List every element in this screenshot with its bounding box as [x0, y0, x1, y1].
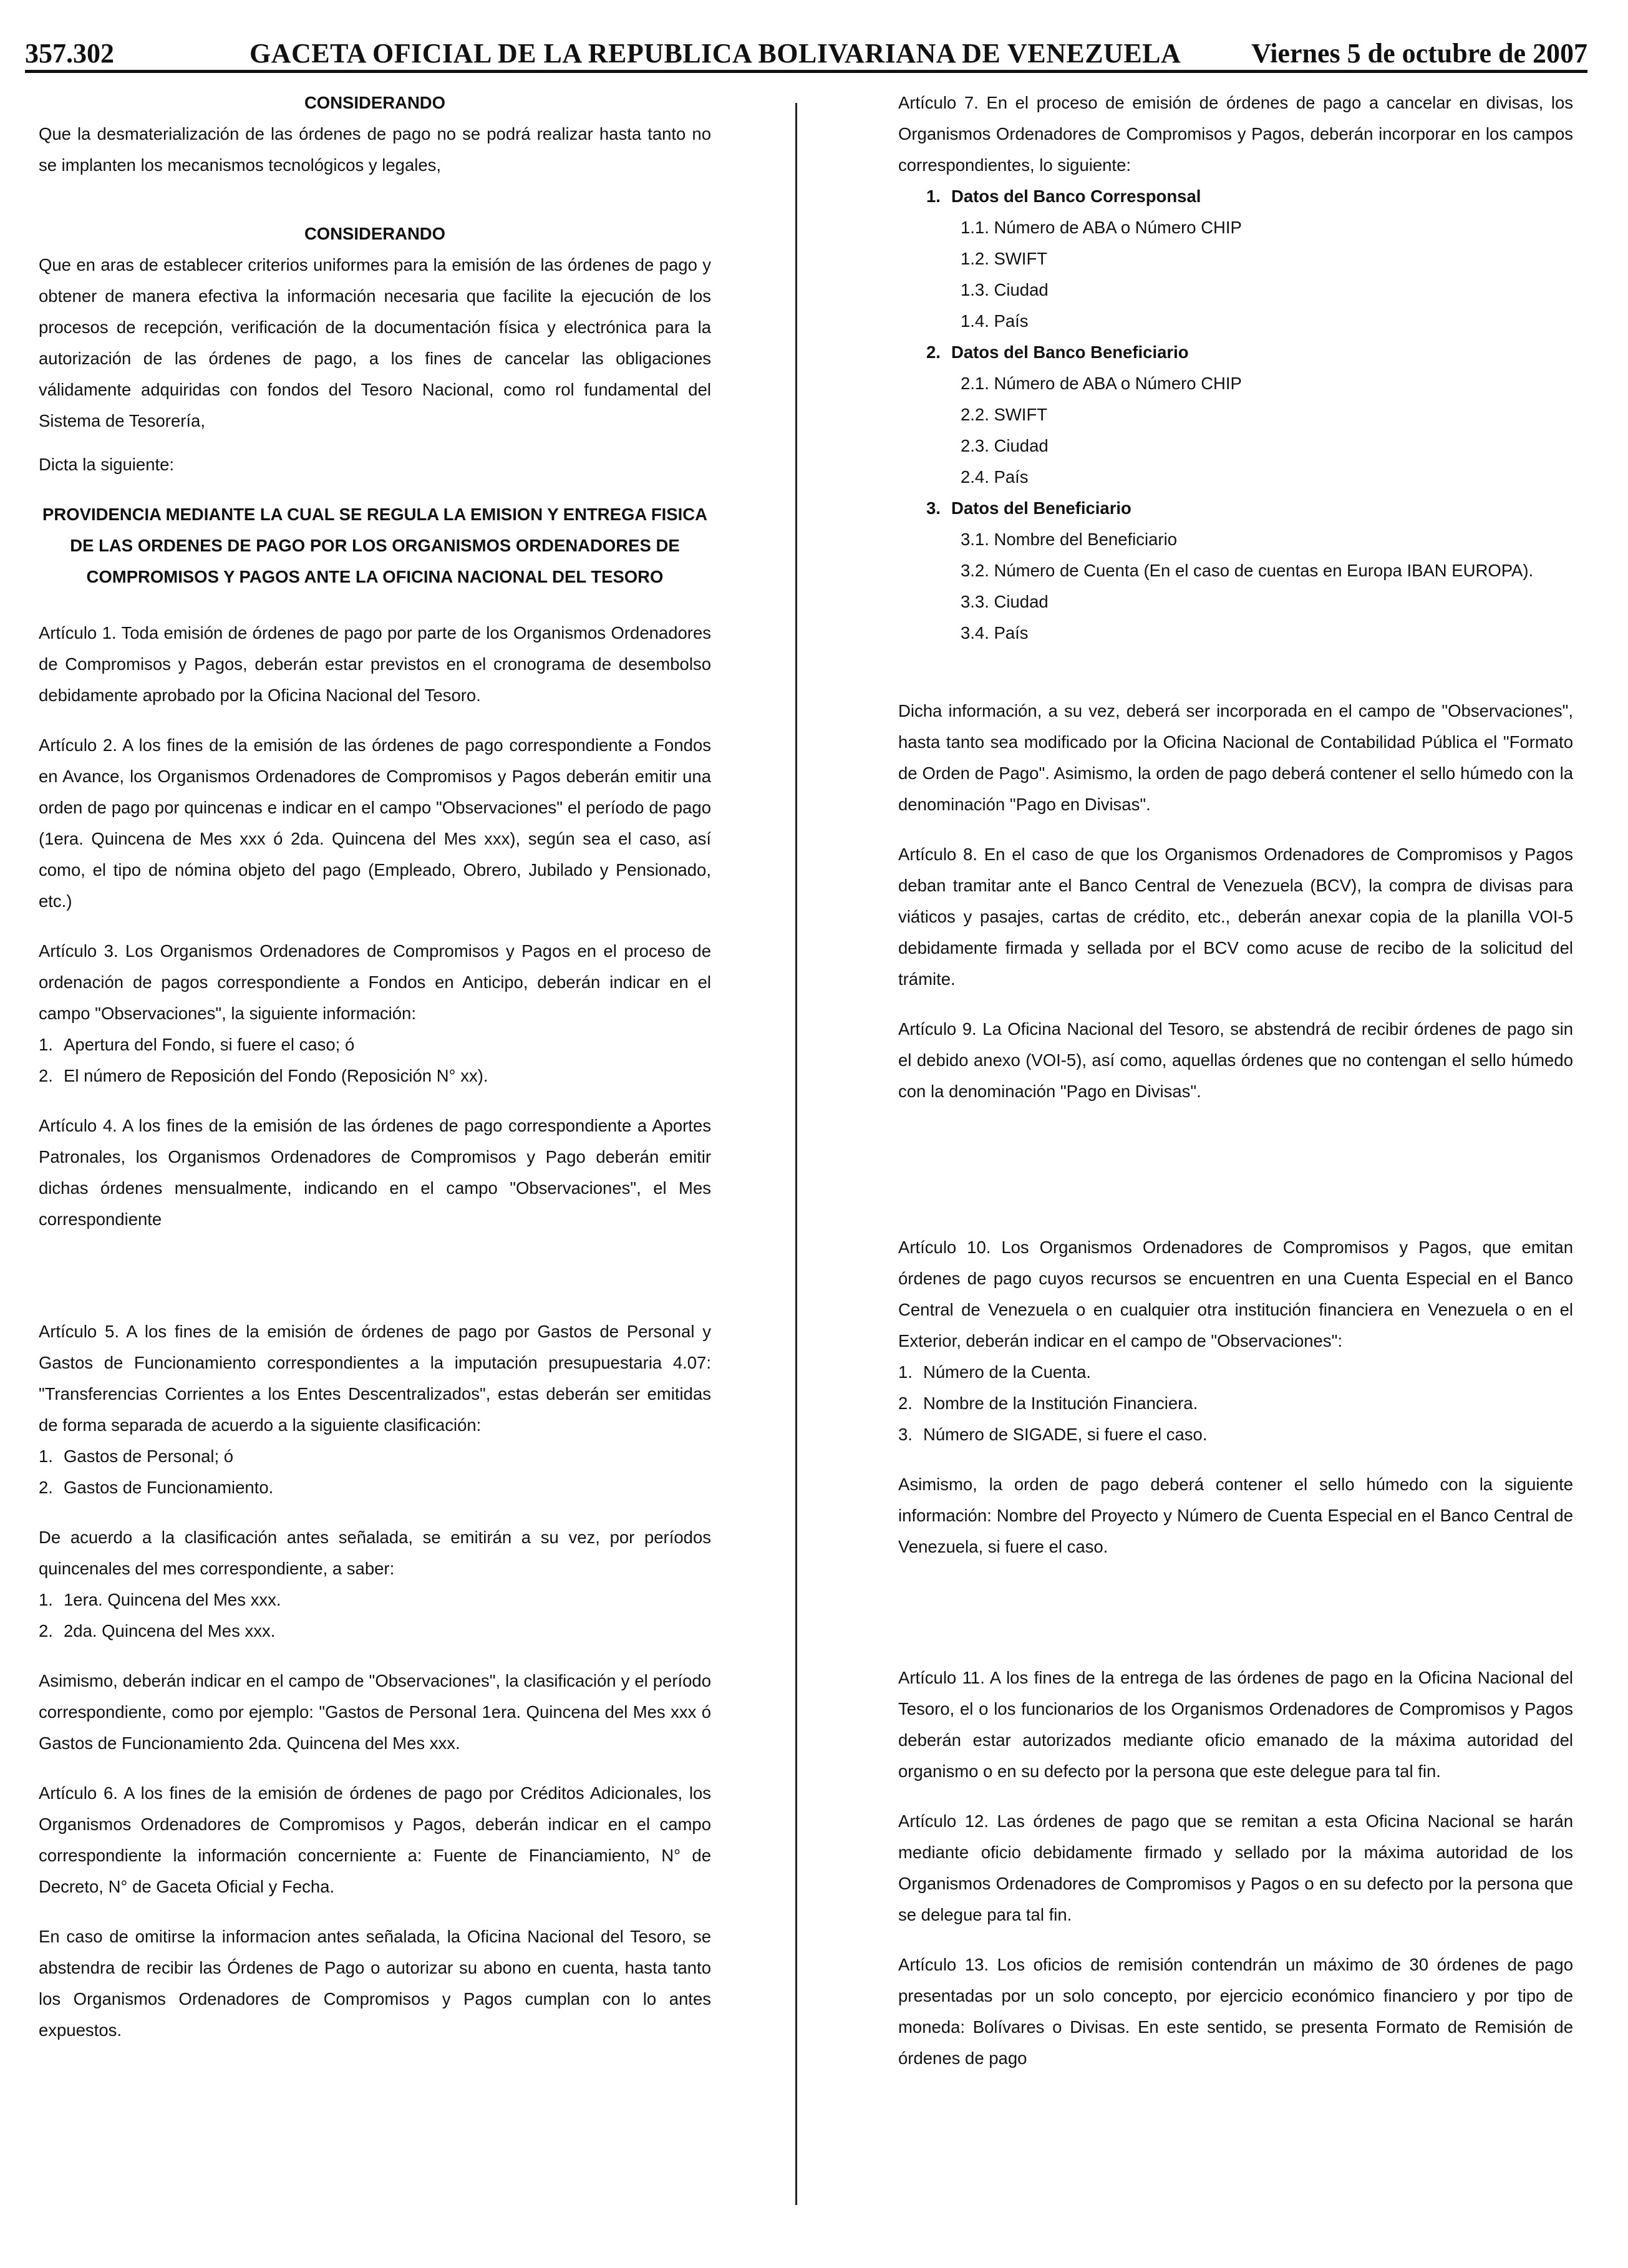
articulo-2: Artículo 2. A los fines de la emisión de las órdenes de pago correspondiente a Fondos en Avance, los Organismos Ordenadores de Compromisos y Pagos deberán emitir una orden de pago por quincenas e indicar en el campo "Observaciones" el período de pago (1era. Quincena de Mes xxx ó 2da. Quincena del Mes xxx), según sea el caso, así como, el tipo de nómina objeto del pago (Empleado, Obrero, Jubilado y Pensionado, etc.) [39, 735, 711, 911]
considerando-heading-1: CONSIDERANDO [304, 93, 446, 112]
list-item: 3.3. Ciudad [961, 592, 1049, 611]
list-item: 1.1. Número de ABA o Número CHIP [961, 218, 1242, 237]
list-item: 2. El número de Reposición del Fondo (Reposición N° xx). [39, 1066, 488, 1085]
list-item: 3. Número de SIGADE, si fuere el caso. [898, 1425, 1208, 1444]
list-item: 2.2. SWIFT [961, 405, 1048, 424]
articulo-12: Artículo 12. Las órdenes de pago que se remitan a esta Oficina Nacional se harán mediante oficio debidamente firmado y sellado por la máxima autoridad de los Organismos Ordenadores de Compromisos y Pagos o en su defecto por la persona que se delegue para tal fin. [898, 1811, 1573, 1924]
articulo-13: Artículo 13. Los oficios de remisión contendrán un máximo de 30 órdenes de pago presentadas por un solo concepto, por ejercicio económico financiero y por tipo de moneda: Bolívares o Divisas. En este sentido, se presenta Formato de Remisión de órdenes de pago [898, 1955, 1573, 2068]
articulo-5-list [39, 1441, 711, 1503]
page-header [25, 37, 1587, 70]
articulo-9: Artículo 9. La Oficina Nacional del Tesoro, se abstendrá de recibir órdenes de pago sin el debido anexo (VOI-5), así como, aquellas órdenes que no contengan el sello húmedo con la denominación "Pago en Divisas". [898, 1019, 1573, 1101]
list-item: 1.2. SWIFT [961, 249, 1048, 268]
articulo-11: Artículo 11. A los fines de la entrega de las órdenes de pago en la Oficina Nacional del Tesoro, el o los funcionarios de los Organismos Ordenadores de Compromisos y Pagos deberán estar autorizados mediante oficio emanado de la máxima autoridad del organismo o en su defecto por la persona que este delegue para tal fin. [898, 1668, 1573, 1781]
considerando-heading-2: CONSIDERANDO [304, 224, 446, 243]
banco-corresponsal-section [898, 181, 1573, 212]
articulo-3-list [39, 1029, 711, 1092]
beneficiario-section [898, 493, 1573, 524]
articulo-10-sello: Asimismo, la orden de pago deberá contener el sello húmedo con la siguiente información: Nombre del Proyecto y Número de Cuenta Especial en el Banco Central de Venezuela, si fuere el caso. [898, 1475, 1573, 1556]
articulo-10-list [898, 1357, 1573, 1450]
section-title: Datos del Beneficiario [951, 498, 1131, 518]
list-item: 1. Apertura del Fondo, si fuere el caso; ó [39, 1035, 355, 1054]
list-item: 1. Gastos de Personal; ó [39, 1447, 234, 1466]
articulo-5-quincena-list [39, 1584, 711, 1647]
articulo-8: Artículo 8. En el caso de que los Organismos Ordenadores de Compromisos y Pagos deban tramitar ante el Banco Central de Venezuela (BCV), la compra de divisas para viáticos y pasajes, cartas de crédito, etc., deberán anexar copia de la planilla VOI-5 debidamente firmada y sellada por el BCV como acuse de recibo de la solicitud del trámite. [898, 845, 1573, 989]
beneficiario-list [898, 524, 1573, 649]
list-item: 2.4. País [961, 467, 1029, 487]
list-item: 1.4. País [961, 311, 1029, 331]
header-rule [25, 70, 1587, 73]
articulo-1: Artículo 1. Toda emisión de órdenes de pago por parte de los Organismos Ordenadores de Compromisos y Pagos, deberán estar previstos en el cronograma de desembolso debidamente aprobado por la Oficina Nacional del Tesoro. [39, 623, 711, 705]
banco-corresponsal-list [898, 212, 1573, 337]
articulo-5-clasificacion: De acuerdo a la clasificación antes señalada, se emitirán a su vez, por períodos quincenales del mes correspondiente, a saber: [39, 1528, 711, 1578]
list-item: 3.4. País [961, 623, 1029, 642]
articulo-5: Artículo 5. A los fines de la emisión de órdenes de pago por Gastos de Personal y Gastos de Funcionamiento correspondientes a la imputación presupuestaria 4.07: "Transferencias Corrientes a los Entes Descentralizados", estas deberán ser emitidas de forma separada de acuerdo a la siguiente clasificación: [39, 1322, 711, 1435]
issue-date: Viernes 5 de octubre de 2007 [1251, 38, 1587, 69]
list-item: 2. Nombre de la Institución Financiera. [898, 1393, 1198, 1413]
articulo-4: Artículo 4. A los fines de la emisión de las órdenes de pago correspondiente a Aportes Patronales, los Organismos Ordenadores de Compromisos y Pago deberán emitir dichas órdenes mensualmente, indicando en el campo "Observaciones", el Mes correspondiente [39, 1116, 711, 1229]
list-item: 1.3. Ciudad [961, 280, 1049, 299]
list-item: 3.1. Nombre del Beneficiario [961, 530, 1177, 549]
dicta-text: Dicta la siguiente: [39, 455, 175, 474]
list-item: 1. 1era. Quincena del Mes xxx. [39, 1590, 281, 1609]
providencia-title: PROVIDENCIA MEDIANTE LA CUAL SE REGULA LA EMISION Y ENTREGA FISICA DE LAS ORDENES DE PAGO POR LOS ORGANISMOS ORDENADORES DE COMPROMISOS Y PAGOS ANTE LA OFICINA NACIONAL DEL TESORO [42, 505, 707, 586]
list-item: 2.1. Número de ABA o Número CHIP [961, 374, 1242, 393]
section-title: Datos del Banco Beneficiario [951, 342, 1189, 362]
banco-beneficiario-list [898, 368, 1573, 493]
articulo-7-observaciones: Dicha información, a su vez, deberá ser incorporada en el campo de "Observaciones", hasta tanto sea modificado por la Oficina Nacional de Contabilidad Pública el "Formato de Orden de Pago". Asimismo, la orden de pago deberá contener el sello húmedo con la denominación "Pago en Divisas". [898, 701, 1573, 814]
right-column [898, 87, 1573, 2074]
articulo-6-omision: En caso de omitirse la informacion antes señalada, la Oficina Nacional del Tesoro, se abstendra de recibir las Órdenes de Pago o autorizar su abono en cuenta, hasta tanto los Organismos Ordenadores de Compromisos y Pagos cumplan con lo antes expuestos. [39, 1927, 711, 2040]
list-item: 3.2. Número de Cuenta (En el caso de cuentas en Europa IBAN EUROPA). [961, 561, 1534, 580]
gazette-title: GACETA OFICIAL DE LA REPUBLICA BOLIVARIANA DE VENEZUELA [250, 38, 1181, 69]
articulo-5-observaciones: Asimismo, deberán indicar en el campo de "Observaciones", la clasificación y el período correspondiente, como por ejemplo: "Gastos de Personal 1era. Quincena del Mes xxx ó Gastos de Funcionamiento 2da. Quincena del Mes xxx. [39, 1671, 711, 1753]
section-title: Datos del Banco Corresponsal [951, 187, 1201, 206]
section-number: 1. [926, 187, 941, 206]
considerando-text-1: Que la desmaterialización de las órdenes de pago no se podrá realizar hasta tanto no se implanten los mecanismos tecnológicos y legales, [39, 124, 711, 175]
articulo-10: Artículo 10. Los Organismos Ordenadores de Compromisos y Pagos, que emitan órdenes de pago cuyos recursos se encuentren en una Cuenta Especial en el Banco Central de Venezuela o en cualquier otra institución financiera en Venezuela o en el Exterior, deberán indicar en el campo de "Observaciones": [898, 1238, 1573, 1350]
page-number: 357.302 [25, 38, 114, 69]
list-item: 1. Número de la Cuenta. [898, 1362, 1092, 1382]
banco-beneficiario-section [898, 337, 1573, 368]
list-item: 2. 2da. Quincena del Mes xxx. [39, 1621, 276, 1640]
column-divider [795, 103, 797, 2205]
articulo-3: Artículo 3. Los Organismos Ordenadores de Compromisos y Pagos en el proceso de ordenación de pagos correspondiente a Fondos en Anticipo, deberán indicar en el campo "Observaciones", la siguiente información: [39, 941, 711, 1023]
list-item: 2.3. Ciudad [961, 436, 1049, 455]
list-item: 2. Gastos de Funcionamiento. [39, 1478, 274, 1497]
articulo-7: Artículo 7. En el proceso de emisión de órdenes de pago a cancelar en divisas, los Organismos Ordenadores de Compromisos y Pagos, deberán incorporar en los campos correspondientes, lo siguiente: [898, 93, 1573, 175]
section-number: 2. [926, 342, 941, 362]
section-number: 3. [926, 498, 941, 518]
articulo-6: Artículo 6. A los fines de la emisión de órdenes de pago por Créditos Adicionales, los Organismos Ordenadores de Compromisos y Pagos, deberán indicar en el campo correspondiente la información concerniente a: Fuente de Financiamiento, N° de Decreto, N° de Gaceta Oficial y Fecha. [39, 1783, 711, 1896]
left-column [39, 87, 711, 2046]
considerando-text-2: Que en aras de establecer criterios uniformes para la emisión de las órdenes de pago y obtener de manera efectiva la información necesaria que facilite la ejecución de los procesos de recepción, verificación de la documentación física y electrónica para la autorización de las órdenes de pago, a los fines de cancelar las obligaciones válidamente adquiridas con fondos del Tesoro Nacional, como rol fundamental del Sistema de Tesorería, [39, 255, 711, 430]
